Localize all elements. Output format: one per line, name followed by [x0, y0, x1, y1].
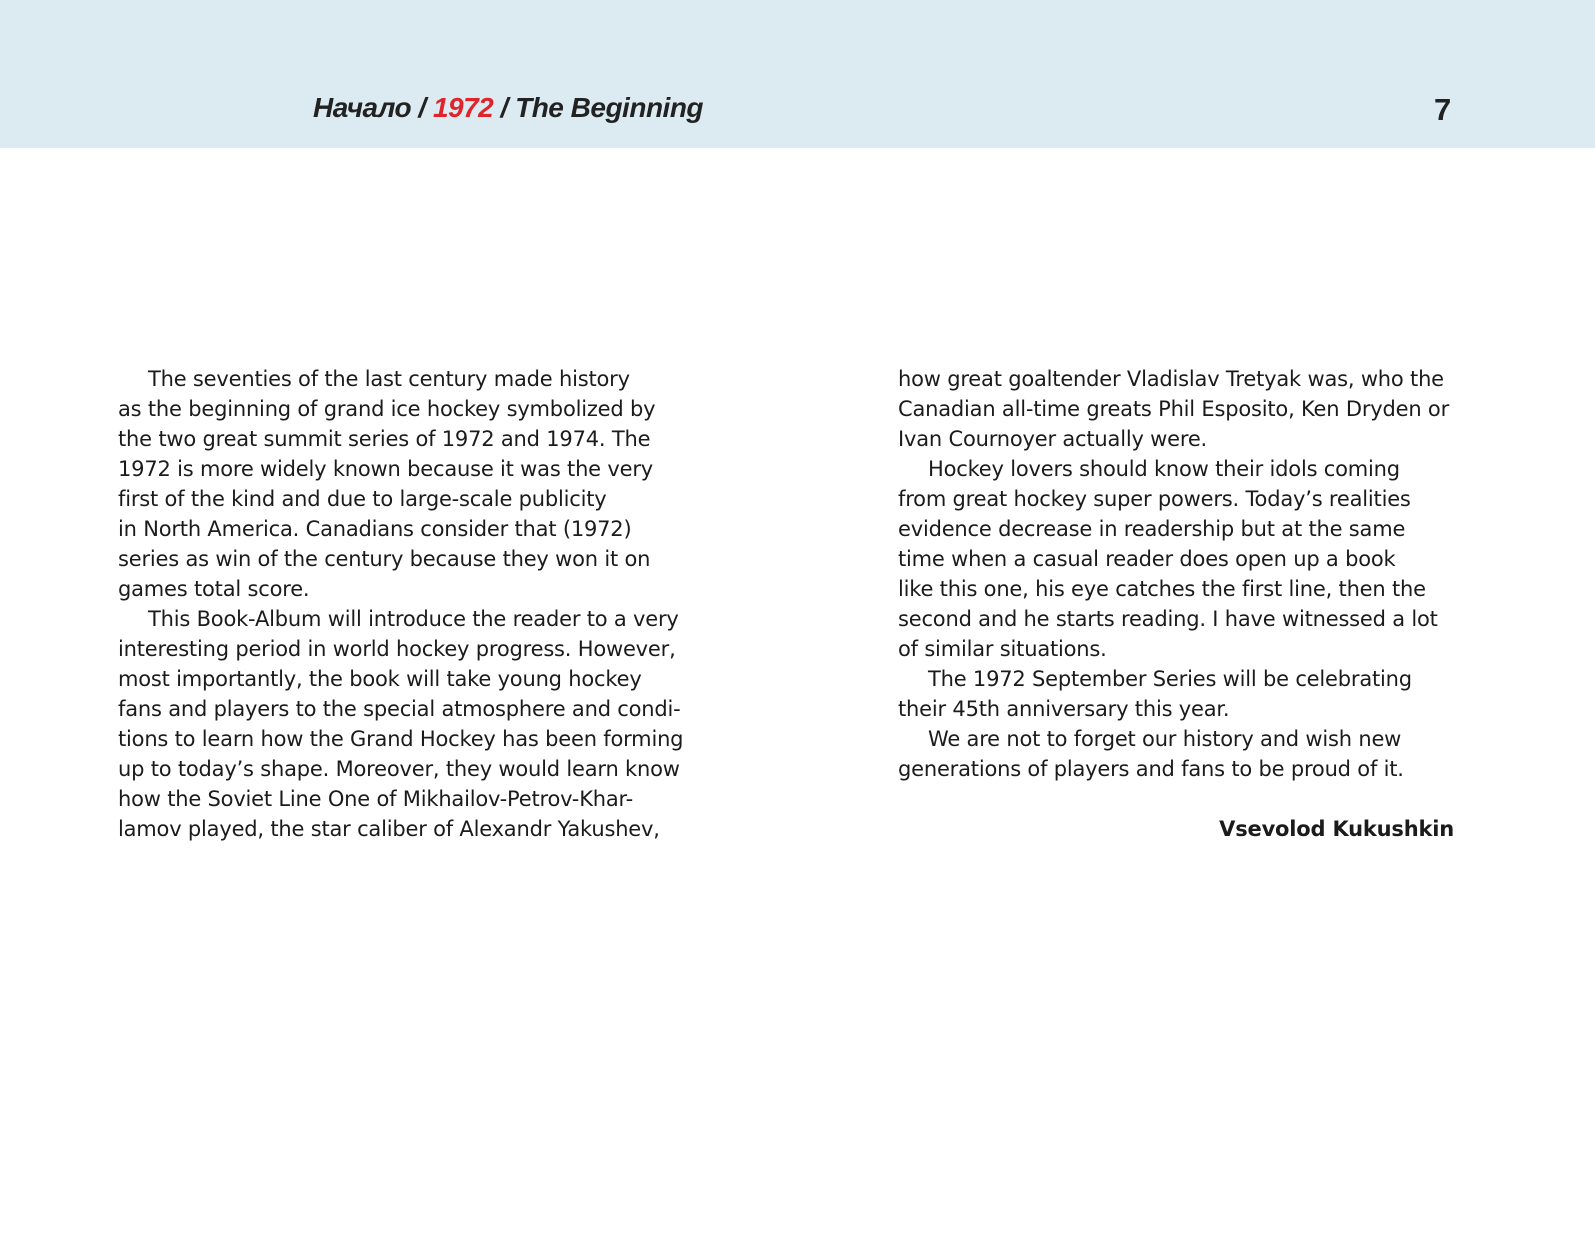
- running-head: [313, 90, 703, 126]
- text-line: most importantly, the book will take young hockey: [118, 667, 642, 691]
- text-line: The 1972 September Series will be celebrating: [928, 667, 1412, 691]
- text-line: series as win of the century because they won it on: [118, 547, 651, 571]
- text-line: of similar situations.: [898, 637, 1107, 661]
- text-line: up to today’s shape. Moreover, they would learn know: [118, 757, 680, 781]
- text-line: as the beginning of grand ice hockey symbolized by: [118, 397, 656, 421]
- text-line: first of the kind and due to large-scale publicity: [118, 487, 607, 511]
- text-line: their 45th anniversary this year.: [898, 697, 1230, 721]
- left-column: [118, 364, 698, 844]
- text-line: how great goaltender Vladislav Tretyak was, who the: [898, 367, 1444, 391]
- running-head-part2: / The Beginning: [493, 92, 704, 123]
- page-number: 7: [1434, 92, 1452, 127]
- text-line: fans and players to the special atmosphere and condi-: [118, 697, 681, 721]
- text-line: evidence decrease in readership but at the same: [898, 517, 1406, 541]
- running-head-year: 1972: [432, 92, 494, 123]
- text-line: The seventies of the last century made history: [148, 367, 630, 391]
- text-line: second and he starts reading. I have witnessed a lot: [898, 607, 1438, 631]
- text-line: the two great summit series of 1972 and 1974. The: [118, 427, 651, 451]
- text-line: tions to learn how the Grand Hockey has been forming: [118, 727, 684, 751]
- text-line: time when a casual reader does open up a book: [898, 547, 1396, 571]
- text-line: Canadian all-time greats Phil Esposito, Ken Dryden or: [898, 397, 1449, 421]
- author-signature: Vsevolod Kukushkin: [1219, 817, 1454, 841]
- text-line: from great hockey super powers. Today’s realities: [898, 487, 1411, 511]
- text-line: This Book-Album will introduce the reader to a very: [148, 607, 679, 631]
- text-line: Ivan Cournoyer actually were.: [898, 427, 1208, 451]
- right-column: [898, 364, 1478, 784]
- text-line: lamov played, the star caliber of Alexandr Yakushev,: [118, 817, 660, 841]
- text-line: in North America. Canadians consider that (1972): [118, 517, 632, 541]
- text-line: We are not to forget our history and wish new: [928, 727, 1402, 751]
- text-line: how the Soviet Line One of Mikhailov-Petrov-Khar-: [118, 787, 634, 811]
- text-line: interesting period in world hockey progress. However,: [118, 637, 676, 661]
- text-line: generations of players and fans to be proud of it.: [898, 757, 1404, 781]
- text-line: Hockey lovers should know their idols coming: [928, 457, 1400, 481]
- header-band: [0, 0, 1595, 148]
- text-line: games total score.: [118, 577, 310, 601]
- running-head-part1: Начало /: [313, 92, 433, 123]
- text-line: 1972 is more widely known because it was the very: [118, 457, 653, 481]
- text-line: like this one, his eye catches the first line, then the: [898, 577, 1426, 601]
